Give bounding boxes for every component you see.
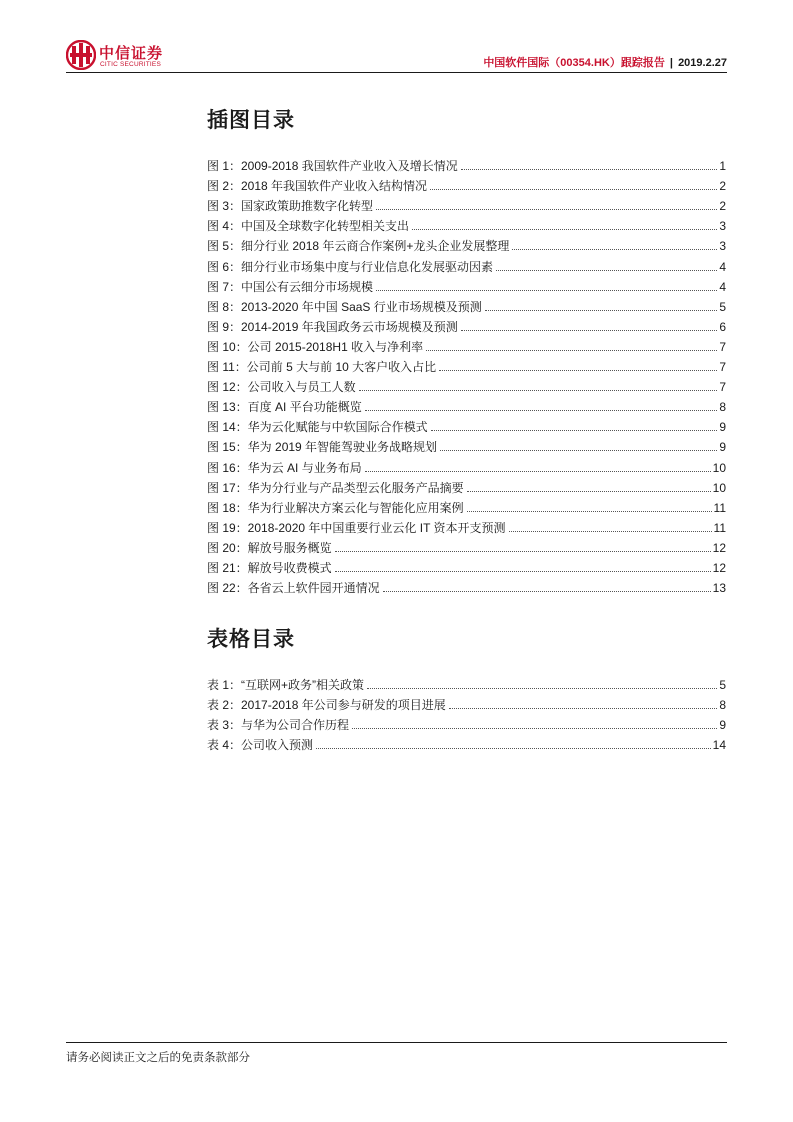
toc-entry[interactable] (207, 515, 726, 535)
table-list-title: 表格目录 (207, 628, 295, 651)
toc-entry[interactable] (207, 213, 726, 233)
toc-leader-dots (352, 728, 717, 729)
toc-entry[interactable] (207, 495, 726, 515)
toc-entry-page: 3 (719, 239, 726, 254)
footer-divider (66, 1042, 727, 1043)
toc-entry-label: 图 9：2014-2019 年我国政务云市场规模及预测 (207, 319, 458, 334)
toc-leader-dots (439, 370, 717, 371)
toc-entry-label: 图 17：华为分行业与产品类型云化服务产品摘要 (207, 480, 464, 495)
toc-entry-page: 9 (719, 718, 726, 733)
toc-entry-label: 图 19：2018-2020 年中国重要行业云化 IT 资本开支预测 (207, 520, 506, 535)
toc-leader-dots (316, 748, 711, 749)
toc-entry-page: 11 (713, 520, 726, 535)
toc-entry[interactable] (207, 555, 726, 575)
toc-entry-label: 图 13：百度 AI 平台功能概览 (207, 400, 362, 415)
toc-entry-page: 9 (719, 440, 726, 455)
toc-entry[interactable] (207, 672, 726, 692)
toc-entry[interactable] (207, 233, 726, 253)
toc-entry[interactable] (207, 692, 726, 712)
toc-entry[interactable] (207, 193, 726, 213)
toc-entry-label: 图 1：2009-2018 我国软件产业收入及增长情况 (207, 159, 458, 174)
toc-entry[interactable] (207, 314, 726, 334)
toc-entry[interactable] (207, 732, 726, 752)
toc-leader-dots (449, 708, 718, 709)
toc-entry[interactable] (207, 454, 726, 474)
toc-entry-label: 图 20：解放号服务概览 (207, 540, 332, 555)
toc-entry-label: 图 4：中国及全球数字化转型相关支出 (207, 219, 410, 234)
toc-leader-dots (467, 511, 712, 512)
toc-entry[interactable] (207, 354, 726, 374)
toc-leader-dots (461, 169, 718, 170)
toc-entry-label: 图 22：各省云上软件园开通情况 (207, 581, 380, 596)
toc-entry-label: 图 2：2018 年我国软件产业收入结构情况 (207, 179, 428, 194)
toc-entry[interactable] (207, 535, 726, 555)
toc-leader-dots (335, 571, 711, 572)
toc-leader-dots (359, 390, 718, 391)
toc-leader-dots (431, 430, 718, 431)
toc-entry-page: 11 (713, 500, 726, 515)
toc-entry-label: 图 15：华为 2019 年智能驾驶业务战略规划 (207, 440, 438, 455)
toc-leader-dots (412, 229, 717, 230)
toc-entry-page: 6 (719, 319, 726, 334)
toc-entry[interactable] (207, 414, 726, 434)
toc-entry[interactable] (207, 173, 726, 193)
toc-leader-dots (512, 249, 717, 250)
toc-entry-label: 图 16：华为云 AI 与业务布局 (207, 460, 362, 475)
toc-entry-page: 7 (719, 339, 726, 354)
toc-entry[interactable] (207, 334, 726, 354)
figure-list (207, 153, 726, 595)
report-date: 2019.2.27 (678, 57, 727, 69)
toc-leader-dots (376, 209, 717, 210)
toc-entry-page: 13 (712, 581, 726, 596)
toc-entry-page: 8 (719, 698, 726, 713)
toc-entry-label: 图 18：华为行业解决方案云化与智能化应用案例 (207, 500, 464, 515)
toc-entry-page: 5 (719, 678, 726, 693)
report-header (483, 54, 727, 70)
toc-leader-dots (467, 491, 711, 492)
toc-leader-dots (509, 531, 712, 532)
figure-list-title: 插图目录 (207, 109, 295, 132)
toc-entry-label: 表 3：与华为公司合作历程 (207, 718, 350, 733)
toc-entry[interactable] (207, 475, 726, 495)
toc-entry-label: 表 2：2017-2018 年公司参与研发的项目进展 (207, 698, 446, 713)
toc-entry-label: 图 14：华为云化赋能与中软国际合作模式 (207, 420, 428, 435)
toc-entry[interactable] (207, 575, 726, 595)
toc-entry-page: 12 (712, 540, 726, 555)
toc-leader-dots (335, 551, 711, 552)
toc-leader-dots (365, 471, 711, 472)
toc-entry-label: 图 3：国家政策助推数字化转型 (207, 199, 374, 214)
toc-entry-label: 图 11：公司前 5 大与前 10 大客户收入占比 (207, 360, 437, 375)
toc-entry-page: 14 (712, 738, 726, 753)
toc-entry-page: 9 (719, 420, 726, 435)
toc-entry[interactable] (207, 294, 726, 314)
toc-entry-page: 7 (719, 380, 726, 395)
toc-entry-label: 图 8：2013-2020 年中国 SaaS 行业市场规模及预测 (207, 299, 482, 314)
toc-entry-page: 10 (712, 480, 726, 495)
brand-name-en: CITIC SECURITIES (100, 61, 161, 68)
toc-entry[interactable] (207, 374, 726, 394)
toc-leader-dots (461, 330, 718, 331)
toc-entry-page: 4 (719, 279, 726, 294)
toc-entry-page: 2 (719, 199, 726, 214)
toc-entry[interactable] (207, 274, 726, 294)
toc-entry-page: 10 (712, 460, 726, 475)
toc-leader-dots (376, 290, 717, 291)
citic-logo (66, 40, 176, 74)
brand-name-cn: 中信证券 (99, 45, 164, 62)
toc-leader-dots (496, 270, 717, 271)
toc-entry[interactable] (207, 253, 726, 273)
toc-entry-label: 图 7：中国公有云细分市场规模 (207, 279, 374, 294)
footer-disclaimer: 请务必阅读正文之后的免责条款部分 (66, 1052, 250, 1064)
toc-entry-label: 表 4：公司收入预测 (207, 738, 314, 753)
toc-entry-label: 表 1：“互联网+政务”相关政策 (207, 678, 365, 693)
toc-entry-page: 7 (719, 360, 726, 375)
toc-leader-dots (383, 591, 711, 592)
toc-entry-label: 图 12：公司收入与员工人数 (207, 380, 356, 395)
toc-leader-dots (426, 350, 717, 351)
toc-entry-label: 图 5：细分行业 2018 年云商合作案例+龙头企业发展整理 (207, 239, 510, 254)
toc-entry-label: 图 21：解放号收费模式 (207, 560, 332, 575)
toc-leader-dots (440, 450, 717, 451)
toc-leader-dots (485, 310, 718, 311)
toc-entry[interactable] (207, 153, 726, 173)
report-title: 中国软件国际（00354.HK）跟踪报告 (483, 57, 665, 69)
toc-entry-page: 12 (712, 560, 726, 575)
toc-entry-page: 2 (719, 179, 726, 194)
toc-entry[interactable] (207, 394, 726, 414)
table-list (207, 672, 726, 752)
toc-entry-page: 5 (719, 299, 726, 314)
toc-leader-dots (367, 688, 717, 689)
toc-leader-dots (430, 189, 717, 190)
header-divider (66, 72, 727, 73)
citic-logo-icon (66, 40, 96, 70)
toc-entry-page: 3 (719, 219, 726, 234)
toc-entry-label: 图 6：细分行业市场集中度与行业信息化发展驱动因素 (207, 259, 494, 274)
toc-entry-page: 8 (719, 400, 726, 415)
toc-leader-dots (365, 410, 718, 411)
toc-entry-page: 1 (719, 159, 726, 174)
toc-entry-label: 图 10：公司 2015-2018H1 收入与净利率 (207, 339, 424, 354)
toc-entry[interactable] (207, 712, 726, 732)
header-separator: | (669, 57, 673, 69)
toc-entry[interactable] (207, 434, 726, 454)
toc-entry-page: 4 (719, 259, 726, 274)
